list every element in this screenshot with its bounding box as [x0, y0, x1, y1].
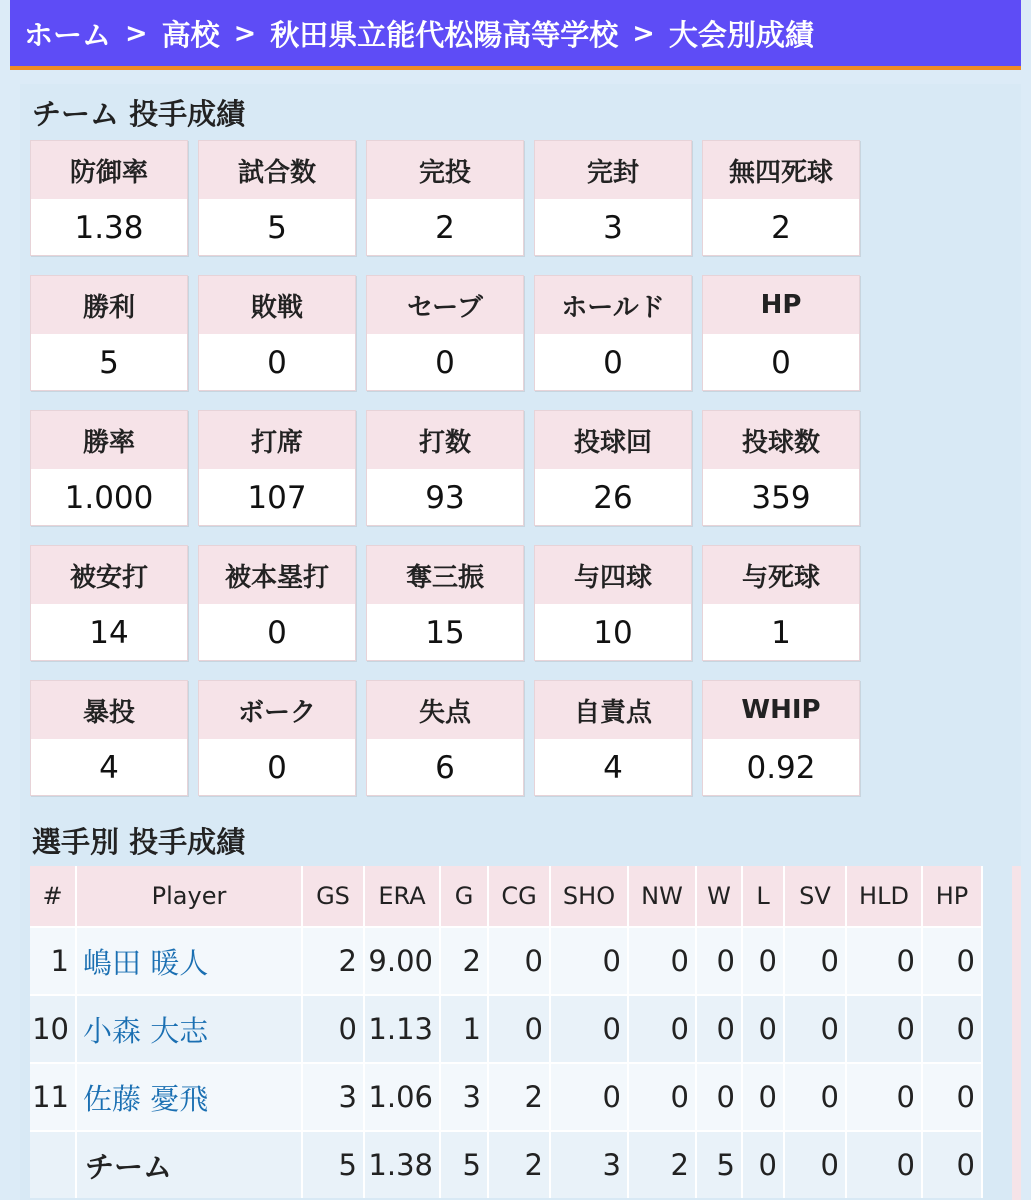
team-pitching-title: チーム 投手成績	[32, 97, 246, 131]
stat-label: 打席	[199, 411, 355, 469]
breadcrumb-home-link[interactable]: ホーム	[24, 17, 112, 52]
stat-cell-value: 3	[550, 1131, 628, 1198]
stat-value: 4	[603, 750, 623, 786]
stat-cell-value: 0	[784, 995, 846, 1063]
stat-label: 奪三振	[367, 546, 523, 604]
stat-cell	[30, 545, 188, 661]
stat-value: 93	[425, 480, 465, 516]
stat-row	[30, 140, 870, 256]
stat-cell-value: 0	[784, 927, 846, 995]
stat-cell-value: 0	[488, 927, 550, 995]
stat-label: 投球数	[703, 411, 859, 469]
stat-value: 15	[425, 615, 465, 651]
stat-value: 4	[99, 750, 119, 786]
team-label: チーム	[76, 1131, 302, 1198]
table-overflow-edge	[1012, 866, 1021, 1200]
stat-cell-value: 5	[440, 1131, 488, 1198]
player-name-link[interactable]: 小森 大志	[76, 995, 302, 1063]
stat-cell-value: 0	[696, 995, 742, 1063]
stat-cell	[702, 545, 860, 661]
stat-value: 2	[771, 210, 791, 246]
stat-value: 26	[593, 480, 633, 516]
stat-label: 完封	[535, 141, 691, 199]
stat-cell-value: 0	[846, 1131, 922, 1198]
stat-cell-value: 0	[696, 1063, 742, 1131]
stat-value: 6	[435, 750, 455, 786]
breadcrumb-separator: >	[233, 17, 257, 49]
stat-cell-value: 2	[302, 927, 364, 995]
column-header[interactable]: G	[440, 866, 488, 927]
player-number: 10	[30, 995, 76, 1063]
stat-row	[30, 275, 870, 391]
stat-label: HP	[703, 276, 859, 334]
column-header[interactable]: GS	[302, 866, 364, 927]
breadcrumb-separator: >	[125, 17, 148, 49]
stat-cell	[702, 275, 860, 391]
stat-cell-value: 0	[628, 1063, 696, 1131]
stat-label: 打数	[367, 411, 523, 469]
team-pitching-stats-grid	[30, 140, 870, 815]
stat-value: 0	[771, 345, 791, 381]
stat-cell-value: 5	[302, 1131, 364, 1198]
stat-cell	[30, 680, 188, 796]
player-pitching-title: 選手別 投手成績	[32, 825, 246, 859]
stat-value: 2	[435, 210, 455, 246]
stat-cell	[198, 140, 356, 256]
stat-cell-value: 2	[488, 1131, 550, 1198]
player-number: 11	[30, 1063, 76, 1131]
column-header[interactable]: HP	[922, 866, 982, 927]
stat-cell	[702, 410, 860, 526]
table-header-row	[30, 866, 982, 927]
stat-value: 0	[267, 750, 287, 786]
stat-cell	[534, 545, 692, 661]
stat-cell	[366, 140, 524, 256]
stat-cell	[198, 680, 356, 796]
stat-value: 10	[593, 615, 633, 651]
stat-value: 107	[247, 480, 307, 516]
stat-cell	[702, 140, 860, 256]
column-header[interactable]: ERA	[364, 866, 440, 927]
breadcrumb	[0, 0, 1031, 78]
stat-cell	[198, 410, 356, 526]
stat-cell-value: 3	[302, 1063, 364, 1131]
column-header[interactable]: SV	[784, 866, 846, 927]
player-name-link[interactable]: 嶋田 暖人	[76, 927, 302, 995]
stat-cell-value: 0	[628, 995, 696, 1063]
player-pitching-table	[30, 866, 983, 1198]
stat-cell-value: 0	[846, 1063, 922, 1131]
stat-cell	[534, 410, 692, 526]
stat-label: 自責点	[535, 681, 691, 739]
stat-value: 0	[267, 345, 287, 381]
stat-cell	[534, 275, 692, 391]
column-header[interactable]: CG	[488, 866, 550, 927]
stat-cell	[198, 275, 356, 391]
stat-value: 0.92	[746, 750, 816, 786]
stat-cell-value: 0	[846, 927, 922, 995]
column-header[interactable]: Player	[76, 866, 302, 927]
stat-label: 暴投	[31, 681, 187, 739]
column-header[interactable]: HLD	[846, 866, 922, 927]
stat-label: 勝率	[31, 411, 187, 469]
table-row	[30, 927, 982, 995]
stat-label: 与四球	[535, 546, 691, 604]
stat-label: 勝利	[31, 276, 187, 334]
stat-cell-value: 0	[846, 995, 922, 1063]
breadcrumb-highschool-link[interactable]: 高校	[161, 17, 220, 52]
stat-cell-value: 0	[696, 927, 742, 995]
stat-cell-value: 0	[628, 927, 696, 995]
breadcrumb-bar	[10, 0, 1021, 70]
column-header[interactable]: NW	[628, 866, 696, 927]
player-name-link[interactable]: 佐藤 憂飛	[76, 1063, 302, 1131]
stat-cell	[534, 140, 692, 256]
stat-value: 0	[267, 615, 287, 651]
stat-cell-value: 5	[696, 1131, 742, 1198]
player-number: 1	[30, 927, 76, 995]
stat-label: 失点	[367, 681, 523, 739]
stat-cell	[30, 275, 188, 391]
stat-value: 359	[751, 480, 811, 516]
stat-cell	[30, 140, 188, 256]
stat-cell-value: 1.13	[364, 995, 440, 1063]
column-header[interactable]: SHO	[550, 866, 628, 927]
stat-value: 1.000	[64, 480, 154, 516]
stat-cell-value: 0	[784, 1131, 846, 1198]
stat-row	[30, 680, 870, 796]
stat-cell-value: 0	[742, 927, 784, 995]
stat-cell-value: 2	[488, 1063, 550, 1131]
stat-cell-value: 2	[440, 927, 488, 995]
stat-label: 敗戦	[199, 276, 355, 334]
stat-cell	[366, 680, 524, 796]
table-row	[30, 995, 982, 1063]
stat-cell-value: 1	[440, 995, 488, 1063]
stat-label: 完投	[367, 141, 523, 199]
stat-label: 与死球	[703, 546, 859, 604]
column-header[interactable]: L	[742, 866, 784, 927]
stat-cell-value: 0	[922, 995, 982, 1063]
stat-row	[30, 545, 870, 661]
stat-cell-value: 0	[550, 1063, 628, 1131]
stat-label: ボーク	[199, 681, 355, 739]
stat-value: 0	[603, 345, 623, 381]
stat-cell-value: 0	[488, 995, 550, 1063]
stat-label: WHIP	[703, 681, 859, 739]
stat-cell-value: 0	[922, 927, 982, 995]
stat-cell-value: 0	[550, 995, 628, 1063]
stat-cell-value: 0	[922, 1063, 982, 1131]
stat-cell	[366, 545, 524, 661]
stat-value: 0	[435, 345, 455, 381]
stat-cell	[366, 410, 524, 526]
column-header[interactable]: #	[30, 866, 76, 927]
stat-label: セーブ	[367, 276, 523, 334]
stat-value: 5	[267, 210, 287, 246]
stat-cell-value: 3	[440, 1063, 488, 1131]
stat-value: 14	[89, 615, 129, 651]
stat-cell-value: 1.06	[364, 1063, 440, 1131]
main-content	[20, 84, 1021, 1200]
stat-cell-value: 0	[550, 927, 628, 995]
stat-cell	[198, 545, 356, 661]
stat-cell	[30, 410, 188, 526]
column-header[interactable]: W	[696, 866, 742, 927]
breadcrumb-school-link[interactable]: 秋田県立能代松陽高等学校	[270, 17, 619, 52]
stat-value: 1	[771, 615, 791, 651]
stat-label: 被安打	[31, 546, 187, 604]
team-total-row	[30, 1131, 982, 1198]
stat-cell	[366, 275, 524, 391]
stat-label: 投球回	[535, 411, 691, 469]
stat-label: 試合数	[199, 141, 355, 199]
stat-cell-value: 0	[742, 995, 784, 1063]
stat-value: 3	[603, 210, 623, 246]
stat-value: 5	[99, 345, 119, 381]
stat-cell-value: 2	[628, 1131, 696, 1198]
stat-label: 防御率	[31, 141, 187, 199]
stat-cell	[534, 680, 692, 796]
table-row	[30, 1063, 982, 1131]
stat-cell-value: 0	[784, 1063, 846, 1131]
player-number	[30, 1131, 76, 1198]
stat-value: 1.38	[74, 210, 144, 246]
stat-cell	[702, 680, 860, 796]
stat-cell-value: 9.00	[364, 927, 440, 995]
stat-cell-value: 1.38	[364, 1131, 440, 1198]
stat-label: ホールド	[535, 276, 691, 334]
stat-label: 無四死球	[703, 141, 859, 199]
stat-cell-value: 0	[742, 1131, 784, 1198]
breadcrumb-current-page: 大会別成績	[668, 17, 814, 52]
stat-cell-value: 0	[742, 1063, 784, 1131]
breadcrumb-separator: >	[632, 17, 655, 49]
stat-cell-value: 0	[922, 1131, 982, 1198]
stat-row	[30, 410, 870, 526]
stat-label: 被本塁打	[199, 546, 355, 604]
stat-cell-value: 0	[302, 995, 364, 1063]
